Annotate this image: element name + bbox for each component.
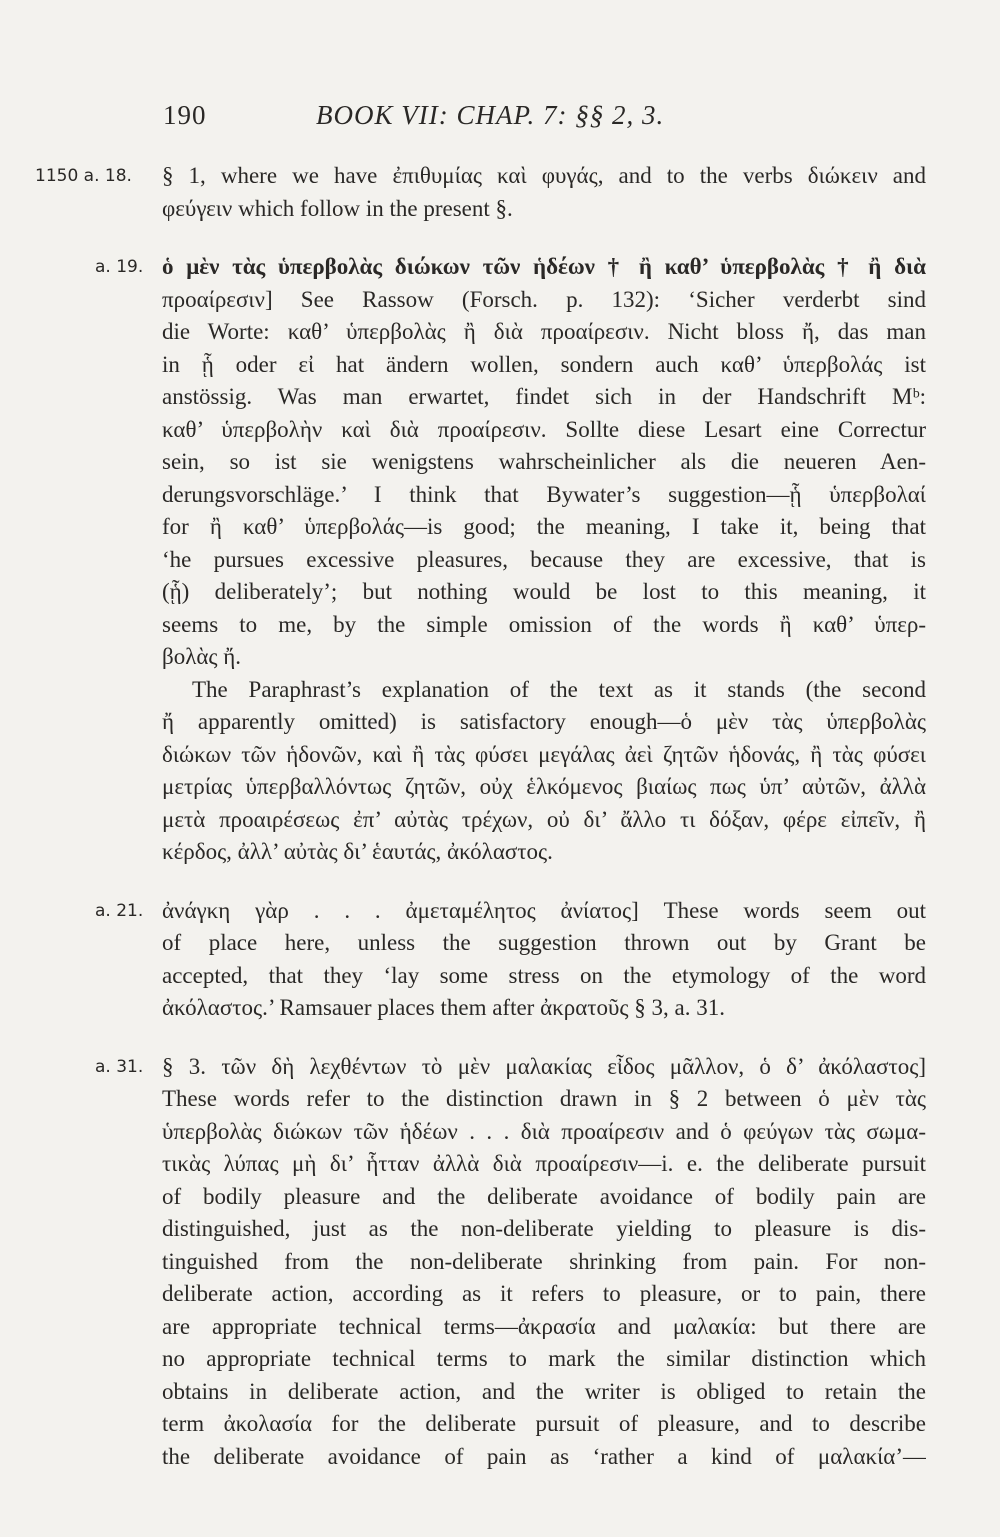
text-line: accepted, that they ‘lay some stress on the etymology of the word bbox=[162, 962, 926, 988]
text-line: the deliberate avoidance of pain as ‘rather a kind of μαλακία’— bbox=[162, 1443, 926, 1469]
page-header bbox=[0, 100, 1000, 140]
line-reference: a. 31. bbox=[95, 1056, 144, 1077]
text-line: καθ’ ὑπερβολὴν καὶ διὰ προαίρεσιν. Sollte diese Lesart eine Correctur bbox=[162, 416, 926, 442]
text-line: φεύγειν which follow in the present §. bbox=[162, 195, 513, 221]
lemma-line: ἀνάγκη γὰρ . . . ἀμεταμέλητος ἀνίατος] These words seem out bbox=[162, 897, 926, 923]
text-line: deliberate action, according as it refers to pleasure, or to pain, there bbox=[162, 1281, 926, 1306]
text-line: distinguished, just as the non-deliberate yielding to pleasure is dis- bbox=[162, 1216, 926, 1241]
text-line: obtains in deliberate action, and the writer is obliged to retain the bbox=[162, 1378, 926, 1404]
lemma-line: § 3. τῶν δὴ λεχθέντων τὸ μὲν μαλακίας εἶδος μᾶλλον, ὁ δ’ ἀκόλαστος] bbox=[162, 1053, 926, 1079]
paragraph-start-line: The Paraphrast’s explanation of the text as it stands (the second bbox=[192, 676, 926, 702]
note-a19 bbox=[0, 251, 1000, 869]
text-line: μετὰ προαιρέσεως ἐπ’ αὐτὰς τρέχων, οὐ δι’ ἄλλο τι δόξαν, φέρε εἰπεῖν, ἢ bbox=[162, 806, 926, 832]
running-head: BOOK VII: CHAP. 7: §§ 2, 3. bbox=[316, 100, 665, 130]
text-line: are appropriate technical terms—ἀκρασία and μαλακία: but there are bbox=[162, 1313, 926, 1339]
text-line: § 1, where we have ἐπιθυμίας καὶ φυγάς, and to the verbs διώκειν and bbox=[162, 163, 926, 188]
line-reference: a. 19. bbox=[95, 257, 144, 277]
note-text bbox=[162, 251, 926, 869]
text-line: no appropriate technical terms to mark the similar distinction which bbox=[162, 1346, 926, 1371]
text-line: προαίρεσιν] See Rassow (Forsch. p. 132): ‘Sicher verderbt sind bbox=[162, 286, 926, 312]
text-line: in ᾗ oder εἰ hat ändern wollen, sondern auch καθ’ ὑπερβολάς ist bbox=[162, 351, 926, 377]
text-line: die Worte: καθ’ ὑπερβολὰς ἢ διὰ προαίρεσιν. Nicht bloss ἤ, das man bbox=[162, 319, 926, 344]
note-text bbox=[162, 160, 926, 225]
text-line: tinguished from the non-deliberate shrinking from pain. For non- bbox=[162, 1248, 926, 1274]
text-line: ‘he pursues excessive pleasures, because they are excessive, that is bbox=[162, 546, 926, 572]
note-text bbox=[162, 1051, 926, 1474]
text-line: for ἢ καθ’ ὑπερβολάς—is good; the meaning, I take it, being that bbox=[162, 514, 926, 539]
lemma-line: ὁ μὲν τὰς ὑπερβολὰς διώκων τῶν ἡδέων † ἢ καθ’ ὑπερβολὰς † ἢ διὰ bbox=[162, 254, 926, 279]
page-number: 190 bbox=[163, 100, 207, 130]
text-line: βολὰς ἤ. bbox=[162, 644, 242, 669]
text-line: These words refer to the distinction drawn in § 2 between ὁ μὲν τὰς bbox=[162, 1086, 926, 1111]
line-reference: 1150 a. 18. bbox=[35, 166, 132, 186]
commentary-notes bbox=[0, 160, 1000, 1499]
text-line: διώκων τῶν ἡδονῶν, καὶ ἢ τὰς φύσει μεγάλας ἀεὶ ζητῶν ἡδονάς, ἢ τὰς φύσει bbox=[162, 741, 926, 767]
note-1150a18 bbox=[0, 160, 1000, 225]
text-line: (ᾗ) deliberately’; but nothing would be lost to this meaning, it bbox=[162, 579, 926, 604]
text-line: μετρίας ὑπερβαλλόντως ζητῶν, οὐχ ἑλκόμενος βιαίως πως ὑπ’ αὐτῶν, ἀλλὰ bbox=[162, 774, 926, 799]
line-reference: a. 21. bbox=[95, 900, 144, 921]
note-text bbox=[162, 895, 926, 1025]
text-line: κέρδος, ἀλλ’ αὐτὰς δι’ ἑαυτάς, ἀκόλαστος. bbox=[162, 839, 553, 864]
text-line: τικὰς λύπας μὴ δι’ ἧτταν ἀλλὰ διὰ προαίρεσιν—i. e. the deliberate pursuit bbox=[162, 1151, 926, 1176]
note-a21 bbox=[0, 895, 1000, 1025]
text-line: anstössig. Was man erwartet, findet sich in der Handschrift Mᵇ: bbox=[162, 384, 926, 409]
text-line: of bodily pleasure and the deliberate avoidance of bodily pain are bbox=[162, 1183, 926, 1209]
text-line: sein, so ist sie wenigstens wahrscheinlicher als die neueren Aen- bbox=[162, 449, 926, 474]
text-line: seems to me, by the simple omission of the words ἢ καθ’ ὑπερ- bbox=[162, 611, 926, 637]
text-line: ἤ apparently omitted) is satisfactory enough—ὁ μὲν τὰς ὑπερβολὰς bbox=[162, 709, 926, 734]
note-a31 bbox=[0, 1051, 1000, 1474]
text-line: ἀκόλαστος.’ Ramsauer places them after ἀκρατοῦς § 3, a. 31. bbox=[162, 995, 725, 1020]
text-line: derungsvorschläge.’ I think that Bywater’s suggestion—ᾗ ὑπερβολαί bbox=[162, 481, 926, 507]
text-line: of place here, unless the suggestion thrown out by Grant be bbox=[162, 930, 926, 955]
text-line: ὑπερβολὰς διώκων τῶν ἡδέων . . . διὰ προαίρεσιν and ὁ φεύγων τὰς σωμα- bbox=[162, 1118, 926, 1144]
text-line: term ἀκολασία for the deliberate pursuit of pleasure, and to describe bbox=[162, 1411, 926, 1436]
